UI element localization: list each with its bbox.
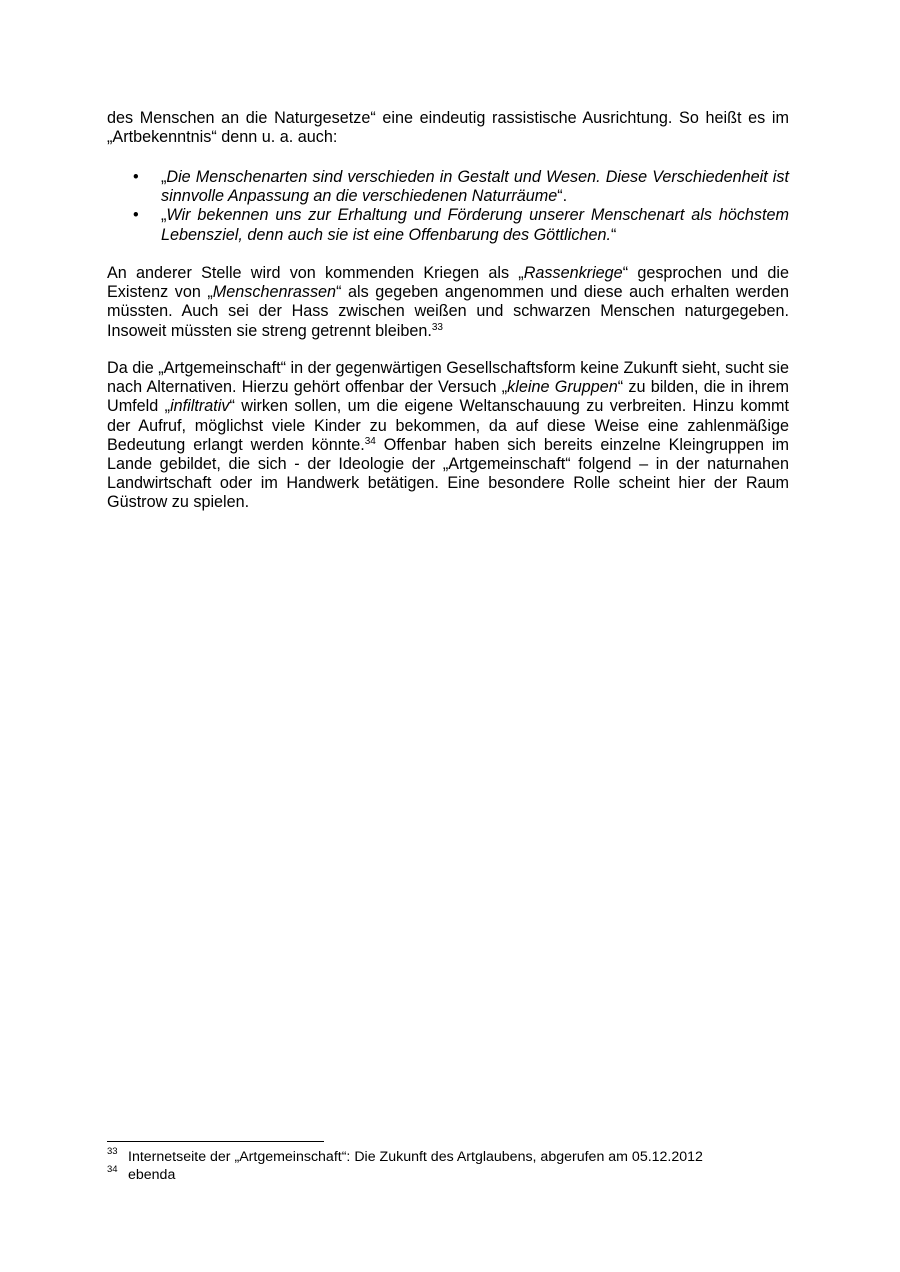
quote-close-mark: “. bbox=[557, 187, 568, 206]
text-run: “ gesprochen und die Existenz von „ bbox=[107, 264, 789, 302]
footnote-number: 33 bbox=[107, 1146, 118, 1157]
footnote bbox=[107, 1166, 807, 1184]
italic-run: infiltrativ bbox=[170, 397, 230, 416]
text-run: “ wirken sollen, um die eigene Weltanschauung zu verbreiten. Hinzu kommt der Aufruf, möglichst viele Kinder zu bekommen, da auf diese Weise eine zahlenmäßige Bedeutung erlangt werden könnte. bbox=[107, 397, 789, 454]
footnote-separator bbox=[107, 1141, 324, 1142]
bullet-icon: • bbox=[133, 168, 139, 186]
paragraph-intro-text: des Menschen an die Naturgesetze“ eine eindeutig rassistische Ausrichtung. So heißt es im „Artbekenntnis“ denn u. a. auch: bbox=[107, 109, 789, 147]
quote-item bbox=[107, 206, 789, 244]
paragraph-small-groups bbox=[107, 359, 789, 513]
quote-close-mark: “ bbox=[610, 225, 617, 244]
quote-text: Die Menschenarten sind verschieden in Gestalt und Wesen. Diese Verschiedenheit ist sinnvolle Anpassung an die verschiedenen Naturräume bbox=[161, 168, 789, 206]
quote-open-mark: „ bbox=[161, 168, 167, 186]
text-run: An anderer Stelle wird von kommenden Kriegen als „ bbox=[107, 264, 524, 282]
quote-list bbox=[107, 168, 789, 245]
quote-open-mark: „ bbox=[161, 206, 167, 225]
italic-run: Menschenrassen bbox=[212, 283, 337, 302]
footnote-reference: 34 bbox=[364, 435, 376, 447]
footnote bbox=[107, 1148, 807, 1166]
paragraph-racial-wars bbox=[107, 264, 789, 341]
text-run: Offenbar haben sich bereits einzelne Kleingruppen im Lande gebildet, die sich - der Ideologie der „Artgemeinschaft“ folgend – in der naturnahen Landwirtschaft oder im Handwerk betätigen. Eine besondere Rolle scheint hier der Raum Güstrow zu spielen. bbox=[107, 435, 789, 512]
quote-text: Wir bekennen uns zur Erhaltung und Förderung unserer Menschenart als höchstem Lebensziel, denn auch sie ist eine Offenbarung des Göttlichen. bbox=[161, 206, 789, 244]
footnote-reference: 33 bbox=[431, 321, 443, 333]
footnotes bbox=[107, 1148, 807, 1184]
text-run: Da die „Artgemeinschaft“ in der gegenwärtigen Gesellschaftsform keine Zukunft sieht, sucht sie nach Alternativen. Hierzu gehört offenbar der Versuch „ bbox=[107, 359, 790, 397]
footnote-number: 34 bbox=[107, 1164, 118, 1175]
bullet-icon: • bbox=[133, 206, 139, 225]
paragraph-intro bbox=[107, 109, 789, 147]
footnote-text: Internetseite der „Artgemeinschaft“: Die Zukunft des Artglaubens, abgerufen am 05.12.2012 bbox=[128, 1149, 703, 1165]
footnote-text: ebenda bbox=[128, 1167, 176, 1183]
italic-run: kleine Gruppen bbox=[507, 378, 618, 397]
text-run: “ als gegeben angenommen und diese auch erhalten werden müssten. Auch sei der Hass zwischen weißen und schwarzen Menschen naturgegeben. Insoweit müssten sie streng getrennt bleiben. bbox=[107, 283, 789, 340]
text-run: “ zu bilden, die in ihrem Umfeld „ bbox=[107, 378, 789, 416]
quote-item bbox=[107, 168, 789, 206]
italic-run: Rassenkriege bbox=[523, 264, 623, 282]
